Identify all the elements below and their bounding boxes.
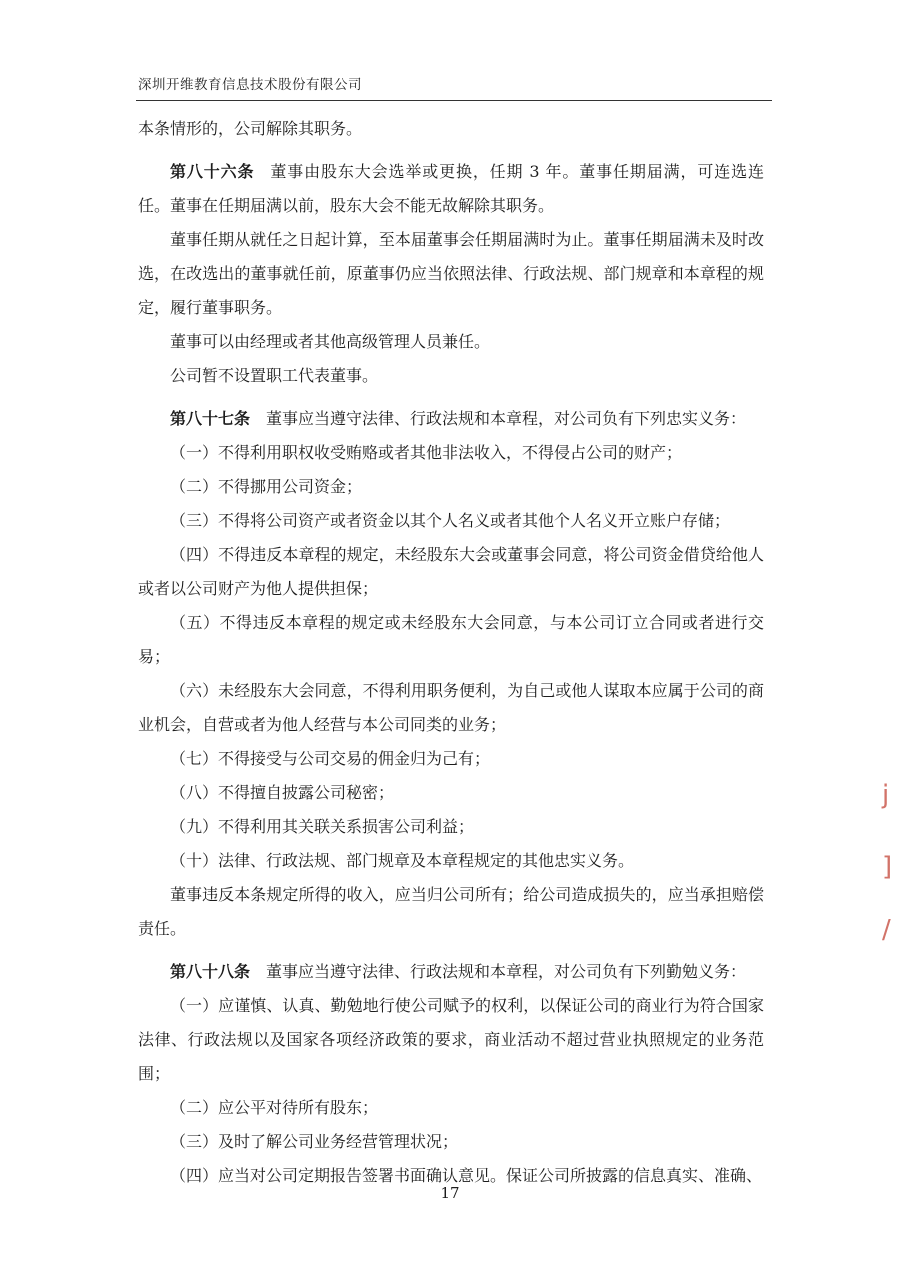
article-87-item-3: （三）不得将公司资产或者资金以其个人名义或者其他个人名义开立账户存储；	[170, 511, 731, 530]
article-87-item-9: （九）不得利用其关联关系损害公司利益；	[170, 817, 475, 836]
article-87-intro	[138, 402, 764, 436]
article-87-item-4: （四）不得违反本章程的规定，未经股东大会或董事会同意，将公司资金借贷给他人或者以公司财产为他人提供担保；	[138, 545, 764, 598]
article-86-p2: 董事任期从就任之日起计算，至本届董事会任期届满时为止。董事任期届满未及时改选，在改选出的董事就任前，原董事仍应当依照法律、行政法规、部门规章和本章程的规定，履行董事职务。	[138, 230, 764, 317]
article-87-item-2: （二）不得挪用公司资金；	[170, 477, 363, 496]
article-86-p3: 董事可以由经理或者其他高级管理人员兼任。	[170, 332, 491, 351]
page-number: 17	[440, 1184, 460, 1202]
article-86-p1-text: 董事由股东大会选举或更换，任期 3 年。董事任期届满，可连选连任。董事在任期届满以前，股东大会不能无故解除其职务。	[138, 162, 764, 215]
article-86-p4: 公司暂不设置职工代表董事。	[170, 366, 379, 385]
header-company-name: 深圳开维教育信息技术股份有限公司	[138, 77, 362, 93]
header-rule	[136, 100, 772, 101]
article-88-item-3: （三）及时了解公司业务经营管理状况；	[170, 1132, 459, 1151]
article-88-title: 第八十八条	[170, 962, 251, 981]
continuation-paragraph: 本条情形的，公司解除其职务。	[138, 119, 363, 138]
article-88-intro	[138, 955, 764, 989]
document-body	[138, 112, 764, 1193]
article-87-intro-text: 董事应当遵守法律、行政法规和本章程，对公司负有下列忠实义务：	[266, 409, 747, 428]
article-87-item-5: （五）不得违反本章程的规定或未经股东大会同意，与本公司订立合同或者进行交易；	[138, 613, 764, 666]
article-88-item-1: （一）应谨慎、认真、勤勉地行使公司赋予的权利，以保证公司的商业行为符合国家法律、行政法规以及国家各项经济政策的要求，商业活动不超过营业执照规定的业务范围；	[138, 996, 764, 1083]
article-87-title: 第八十七条	[170, 409, 251, 428]
article-86-p1	[138, 155, 764, 223]
article-88-item-2: （二）应公平对待所有股东；	[170, 1098, 379, 1117]
margin-stamp-mark-3: /	[882, 915, 891, 945]
article-88-intro-text: 董事应当遵守法律、行政法规和本章程，对公司负有下列勤勉义务：	[266, 962, 747, 981]
article-87-item-7: （七）不得接受与公司交易的佣金归为己有；	[170, 749, 491, 768]
article-86-title: 第八十六条	[170, 162, 255, 181]
margin-stamp-mark-2: ]	[882, 852, 893, 882]
article-87-item-6: （六）未经股东大会同意，不得利用职务便利，为自己或他人谋取本应属于公司的商业机会，自营或者为他人经营与本公司同类的业务；	[138, 681, 764, 734]
margin-stamp-mark-1: j	[882, 780, 890, 810]
article-87-item-1: （一）不得利用职权收受贿赂或者其他非法收入，不得侵占公司的财产；	[170, 443, 683, 462]
article-87-item-8: （八）不得擅自披露公司秘密；	[170, 783, 395, 802]
article-88-item-4: （四）应当对公司定期报告签署书面确认意见。保证公司所披露的信息真实、准确、	[170, 1166, 763, 1185]
article-87-closing: 董事违反本条规定所得的收入，应当归公司所有；给公司造成损失的，应当承担赔偿责任。	[138, 885, 764, 938]
article-87-item-10: （十）法律、行政法规、部门规章及本章程规定的其他忠实义务。	[170, 851, 635, 870]
